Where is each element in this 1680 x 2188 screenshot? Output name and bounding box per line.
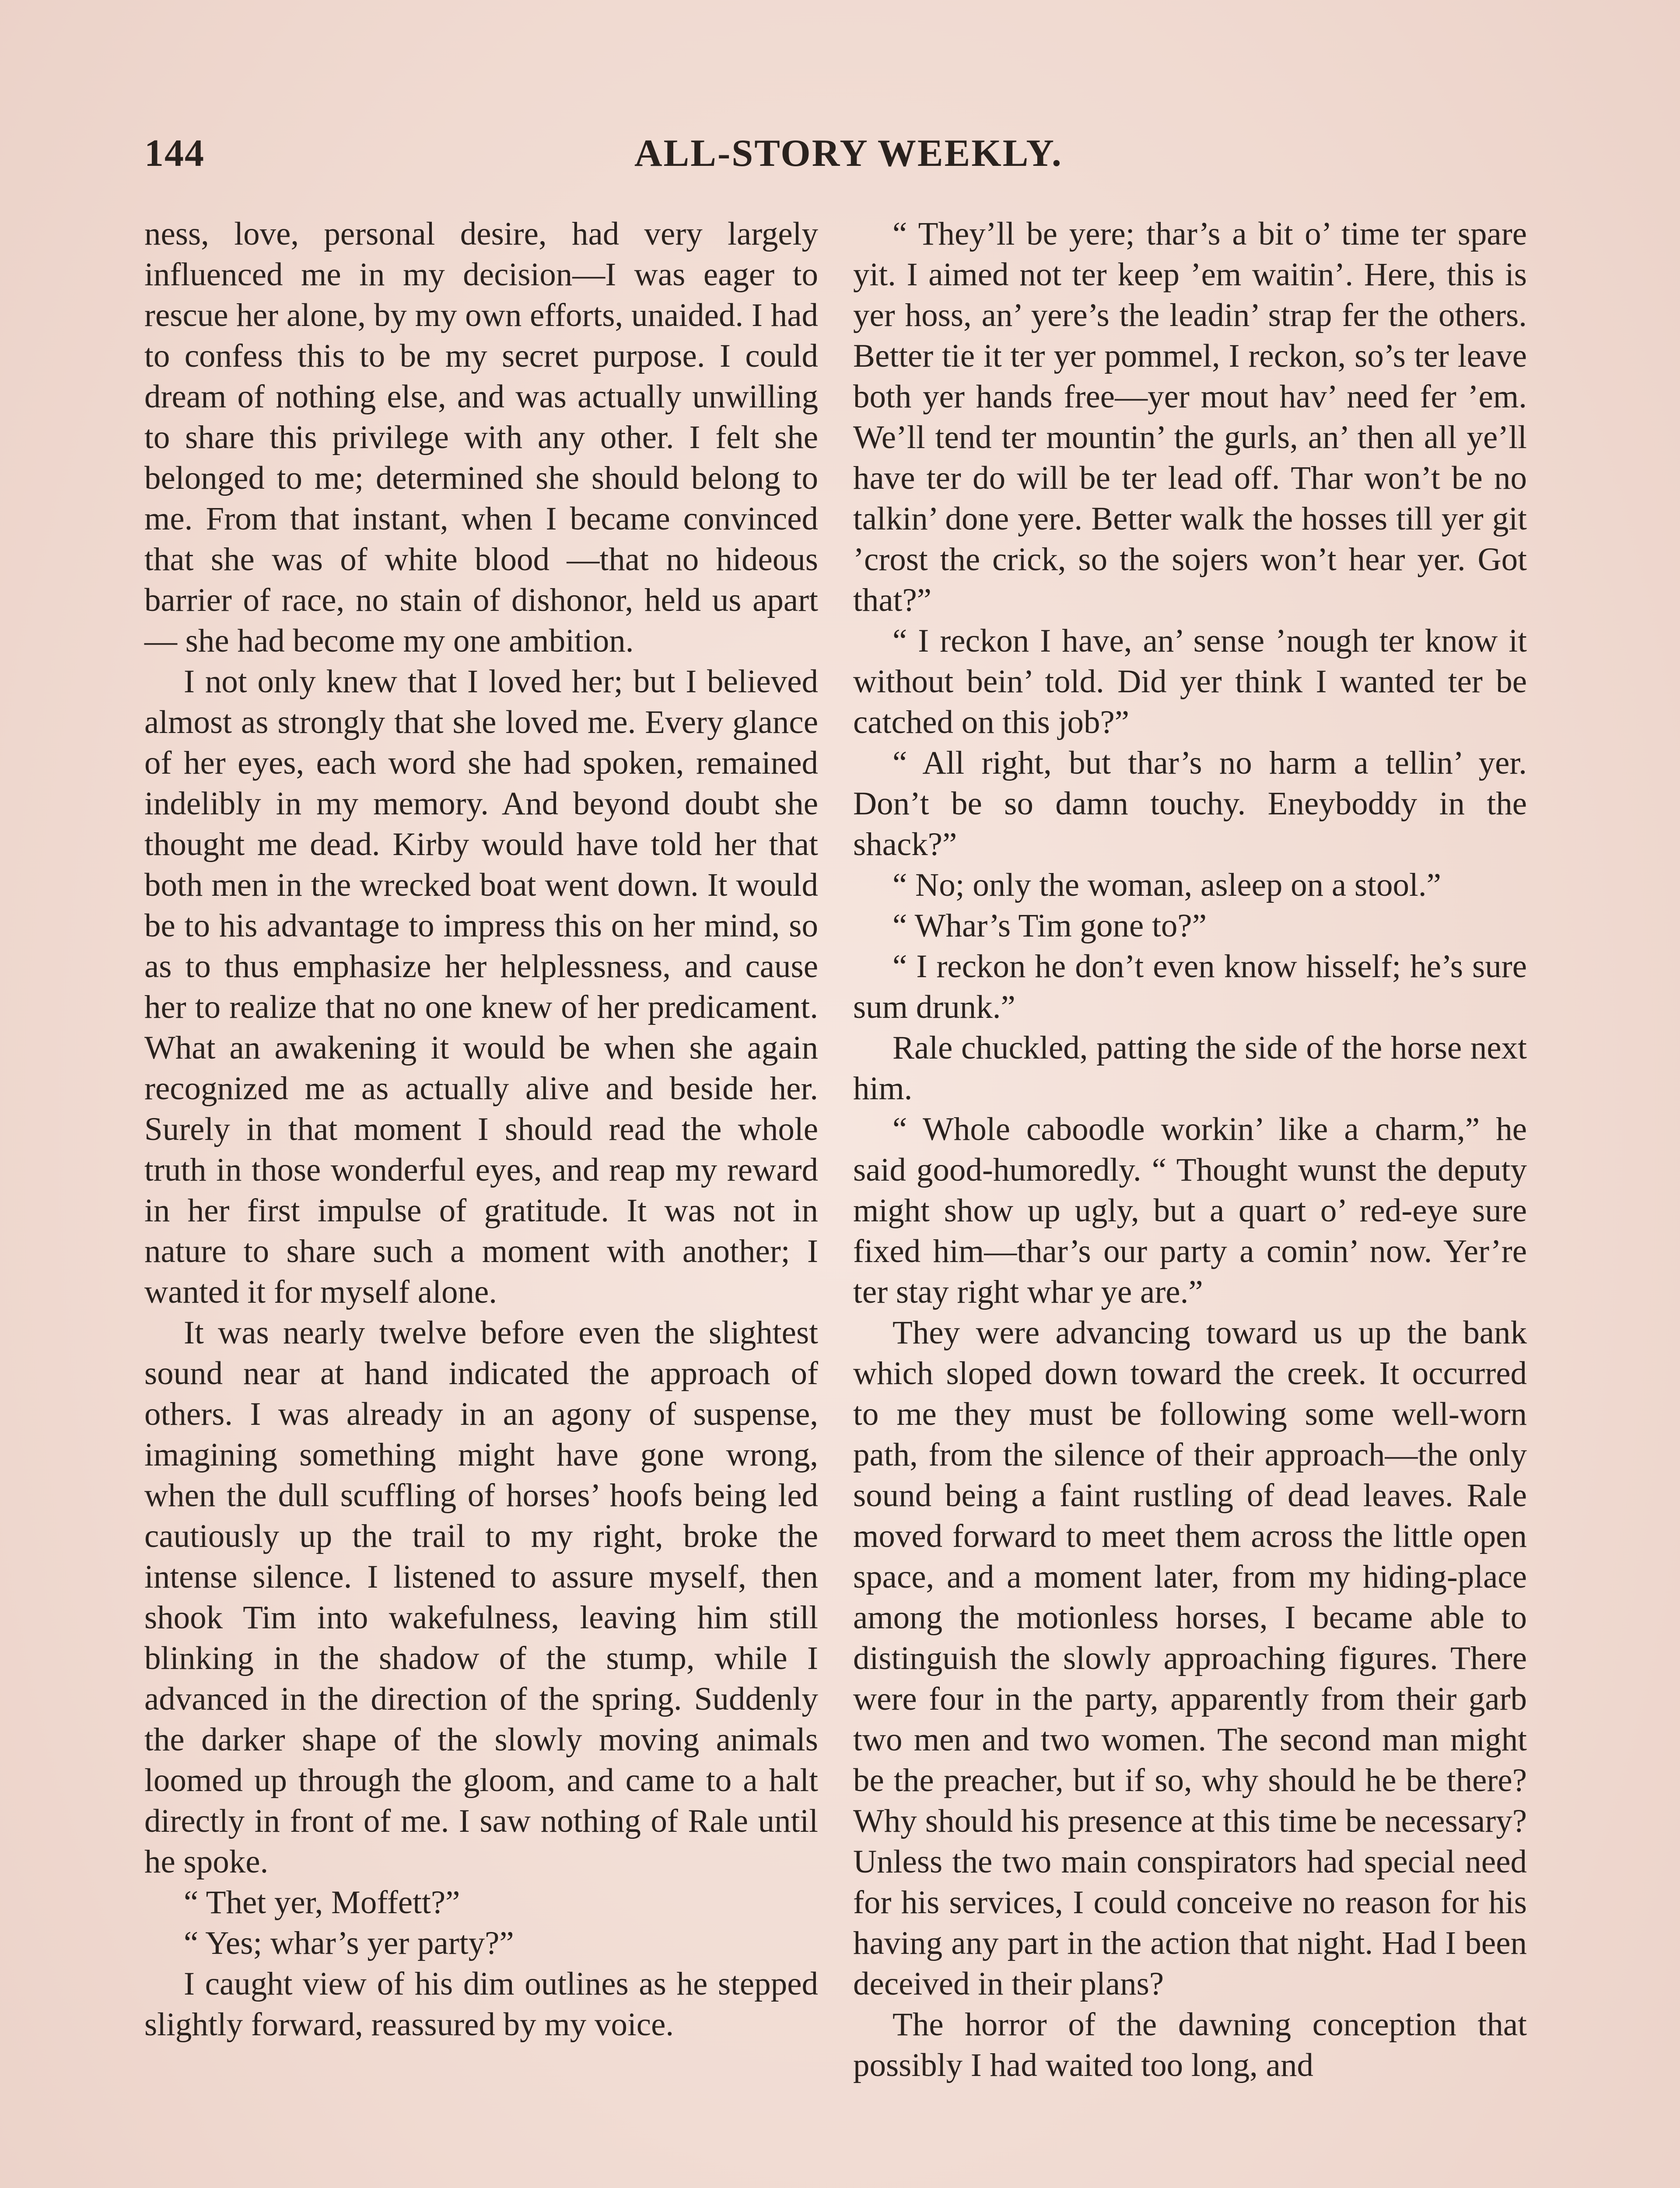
right-column [853,214,1527,2086]
paragraph: They were advancing toward us up the bank which sloped down toward the creek. It occurred to me they must be following some well-worn path, from the silence of their approach—the only sound being a faint rustling of dead leaves. Rale moved forward to meet them across the little open space, and a moment later, from my hiding-place among the motionless horses, I became able to distinguish the slowly approaching figures. There were four in the party, apparently from their garb two men and two women. The second man might be the preacher, but if so, why should he be there? Why should his presence at this time be necessary? Unless the two main conspirators had special need for his services, I could conceive no reason for his having any part in the action that night. Had I been deceived in their plans? [853,1315,1527,2002]
dialogue-paragraph: “ All right, but thar’s no harm a tellin’ yer. Don’t be so damn touchy. Eneyboddy in the shack?” [853,745,1527,863]
dialogue-line: “ No; only the woman, asleep on a stool.” [892,867,1441,903]
paragraph: Rale chuckled, patting the side of the horse next him. [853,1030,1527,1107]
paragraph: The horror of the dawning conception that possibly I had waited too long, and [853,2006,1527,2083]
running-head: ALL-STORY WEEKLY. [634,132,1063,175]
dialogue-line: “ Thet yer, Moffett?” [184,1884,460,1921]
left-column [144,214,818,2045]
page-number: 144 [144,132,205,175]
paragraph: I not only knew that I loved her; but I believed almost as strongly that she loved me. Every glance of her eyes, each word she had spoken, remained indelibly in my memory. And beyond doubt she thought me dead. Kirby would have told her that both men in the wrecked boat went down. It would be to his advantage to impress this on her mind, so as to thus emphasize her helplessness, and cause her to realize that no one knew of her predicament. What an awakening it would be when she again recognized me as actually alive and beside her. Surely in that moment I should read the whole truth in those wonderful eyes, and reap my reward in her first impulse of gratitude. It was not in nature to share such a moment with another; I wanted it for myself alone. [144,663,818,1310]
paragraph: ness, love, personal desire, had very largely influenced me in my decision—I was eager to rescue her alone, by my own efforts, unaided. I had to confess this to be my secret purpose. I could dream of nothing else, and was actually unwilling to share this privilege with any other. I felt she belonged to me; determined she should belong to me. From that instant, when I became convinced that she was of white blood —that no hideous barrier of race, no stain of dishonor, held us apart — she had become my one ambition. [144,216,818,659]
paragraph: I caught view of his dim outlines as he stepped slightly forward, reassured by my voice. [144,1966,818,2043]
paragraph: It was nearly twelve before even the slightest sound near at hand indicated the approach of others. I was already in an agony of suspense, imagining something might have gone wrong, when the dull scuffling of horses’ hoofs being led cautiously up the trail to my right, broke the intense silence. I listened to assure myself, then shook Tim into wakefulness, leaving him still blinking in the shadow of the stump, while I advanced in the direction of the spring. Suddenly the darker shape of the slowly moving animals loomed up through the gloom, and came to a halt directly in front of me. I saw nothing of Rale until he spoke. [144,1315,818,1880]
page-header [144,131,1536,184]
dialogue-paragraph: “ They’ll be yere; thar’s a bit o’ time ter spare yit. I aimed not ter keep ’em waitin’. Here, this is yer hoss, an’ yere’s the leadin’ strap fer the others. Better tie it ter yer pommel, I reckon, so’s ter leave both yer hands free—yer mout hav’ need fer ’em. We’ll tend ter mountin’ the gurls, an’ then all ye’ll have ter do will be ter lead off. Thar won’t be no talkin’ done yere. Better walk the hosses till yer git ’crost the crick, so the sojers won’t hear yer. Got that?” [853,216,1527,618]
dialogue-paragraph: “ Whole caboodle workin’ like a charm,” he said good-humoredly. “ Thought wunst the deputy might show up ugly, but a quart o’ red-eye sure fixed him—thar’s our party a comin’ now. Yer’re ter stay right whar ye are.” [853,1111,1527,1310]
dialogue-paragraph: “ I reckon I have, an’ sense ’nough ter know it without bein’ told. Did yer think I wanted ter be catched on this job?” [853,623,1527,740]
dialogue-line: “ Yes; whar’s yer party?” [184,1925,514,1961]
dialogue-line: “ Whar’s Tim gone to?” [892,908,1207,944]
dialogue-line: “ I reckon he don’t even know hisself; he’s sure sum drunk.” [853,948,1527,1025]
